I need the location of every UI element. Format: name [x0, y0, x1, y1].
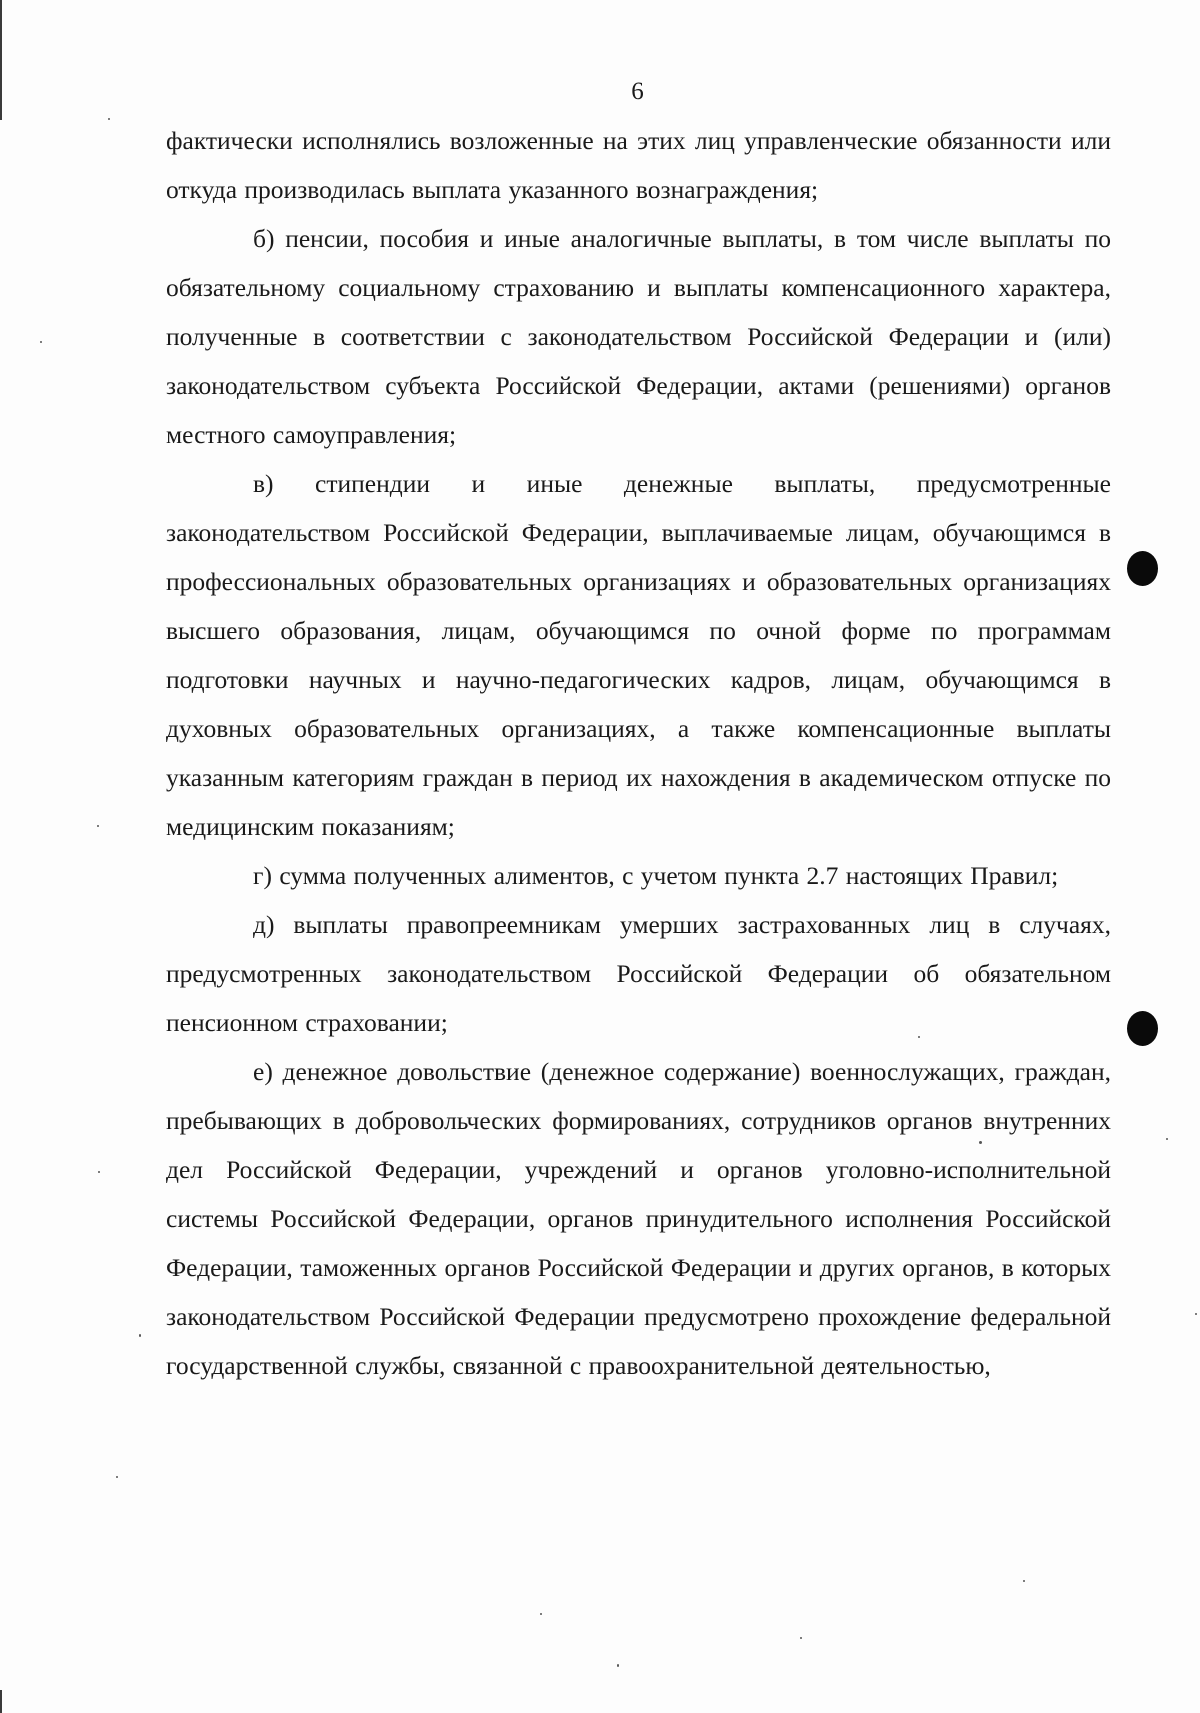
scan-speck	[97, 825, 99, 827]
binding-edge-mark	[0, 1690, 2, 1713]
punch-hole-mark	[1127, 551, 1158, 586]
punch-hole-mark	[1127, 1011, 1158, 1046]
scan-speck	[116, 1476, 118, 1478]
scan-speck	[617, 1664, 619, 1667]
paragraph-item-v: в) стипендии и иные денежные выплаты, предусмотренные законодательством Российской Федерации, выплачиваемые лицам, обучающимся в профессиональных образовательных организациях и образовательных организациях высшего образования, лицам, обучающимся по очной форме по программам подготовки научных и научно-педагогических кадров, лицам, обучающимся в духовных образовательных организациях, а также компенсационные выплаты указанным категориям граждан в период их нахождения в академическом отпуске по медицинским показаниям;	[166, 469, 1111, 841]
scan-speck	[979, 1141, 982, 1144]
scan-speck	[139, 1334, 141, 1337]
scan-speck	[1195, 1313, 1197, 1315]
scan-speck	[800, 1637, 802, 1639]
scan-speck	[98, 1171, 100, 1173]
scan-speck	[540, 1613, 542, 1615]
paragraph-item-e: е) денежное довольствие (денежное содержание) военнослужащих, граждан, пребывающих в добровольческих формированиях, сотрудников органов внутренних дел Российской Федерации, учреждений и органов уголовно-исполнительной системы Российской Федерации, органов принудительного исполнения Российской Федерации, таможенных органов Российской Федерации и других органов, в которых законодательством Российской Федерации предусмотрено прохождение федеральной государственной службы, связанной с правоохранительной деятельностью,	[166, 1057, 1111, 1380]
scan-speck	[1166, 1138, 1168, 1140]
paragraph-continuation: фактически исполнялись возложенные на этих лиц управленческие обязанности или откуда производилась выплата указанного вознаграждения;	[166, 126, 1111, 204]
scan-speck	[108, 118, 110, 120]
paragraph-item-g: г) сумма полученных алиментов, с учетом пункта 2.7 настоящих Правил;	[253, 861, 1059, 890]
scan-speck	[918, 1036, 920, 1038]
document-body	[166, 116, 1111, 1390]
page-number: 6	[631, 78, 644, 105]
scan-speck	[40, 341, 42, 343]
paragraph-item-d: д) выплаты правопреемникам умерших застрахованных лиц в случаях, предусмотренных законодательством Российской Федерации об обязательном пенсионном страховании;	[166, 910, 1111, 1037]
scan-speck	[1023, 1580, 1025, 1582]
paragraph-item-b: б) пенсии, пособия и иные аналогичные выплаты, в том числе выплаты по обязательному социальному страхованию и выплаты компенсационного характера, полученные в соответствии с законодательством Российской Федерации и (или) законодательством субъекта Российской Федерации, актами (решениями) органов местного самоуправления;	[166, 224, 1111, 449]
